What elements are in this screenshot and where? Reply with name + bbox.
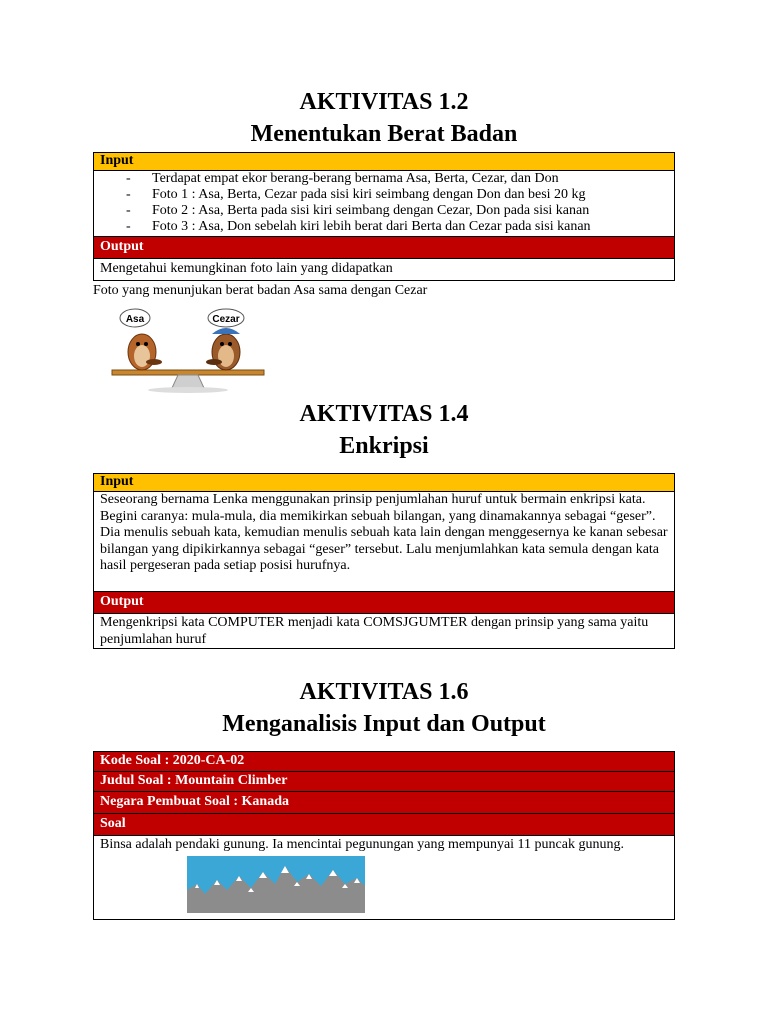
input-body: Seseorang bernama Lenka menggunakan prinsip penjumlahan huruf untuk bermain enkripsi kata. Begini caranya: mula-mula, dia memikirkan sebuah bilangan, yang dinamakannya sebagai “geser”. Dia menulis sebuah kata, kemudian menulis sebuah kata lain dengan menggesernya ke kanan sebesar bilangan yang dipikirkannya sebagai “geser” tersebut. Lalu menjumlahkan kata semula dengan kata hasil pergeseran pada setiap posisi hurufnya. [94,491,674,591]
activity-1-4-subtitle: Enkripsi [339,433,429,459]
photo-caption: Foto yang menunjukan berat badan Asa sama dengan Cezar [93,283,428,298]
problem-text: Binsa adalah pendaki gunung. Ia mencintai pegunungan yang mempunyai 11 puncak gunung. [100,837,624,852]
problem-country: Negara Pembuat Soal : Kanada [94,791,674,813]
input-body [94,170,674,236]
activity-1-4-table [93,473,675,649]
beaver-balance-illustration [108,304,268,396]
activity-1-2-title: AKTIVITAS 1.2 [299,89,469,115]
output-body: Mengenkripsi kata COMPUTER menjadi kata COMSJGUMTER dengan prinsip yang sama yaitu penjumlahan huruf [94,613,674,648]
beaver-right-label: Cezar [212,314,240,325]
activity-1-6-title: AKTIVITAS 1.6 [299,679,469,705]
problem-code: Kode Soal : 2020-CA-02 [94,752,674,771]
problem-body [94,835,674,919]
beaver-left-label: Asa [125,314,145,325]
output-body: Mengetahui kemungkinan foto lain yang didapatkan [94,258,674,280]
activity-1-4-title: AKTIVITAS 1.4 [299,401,469,427]
list-item: - Foto 3 : Asa, Don sebelah kiri lebih berat dari Berta dan Cezar pada sisi kanan [120,219,668,235]
mountain-range-image [187,856,365,913]
list-item: - Terdapat empat ekor berang-berang bernama Asa, Berta, Cezar, dan Don [120,171,668,187]
output-header: Output [94,591,674,613]
activity-1-2-table [93,152,675,281]
input-header: Input [94,474,674,491]
input-header: Input [94,153,674,170]
list-item: - Foto 1 : Asa, Berta, Cezar pada sisi kiri seimbang dengan Don dan besi 20 kg [120,187,668,203]
list-item: - Foto 2 : Asa, Berta pada sisi kiri seimbang dengan Cezar, Don pada sisi kanan [120,203,668,219]
problem-label: Soal [94,813,674,835]
problem-title: Judul Soal : Mountain Climber [94,771,674,791]
output-header: Output [94,236,674,258]
activity-1-2-subtitle: Menentukan Berat Badan [250,121,518,147]
activity-1-6-table [93,751,675,920]
input-list [100,171,668,235]
activity-1-6-subtitle: Menganalisis Input dan Output [222,711,546,737]
